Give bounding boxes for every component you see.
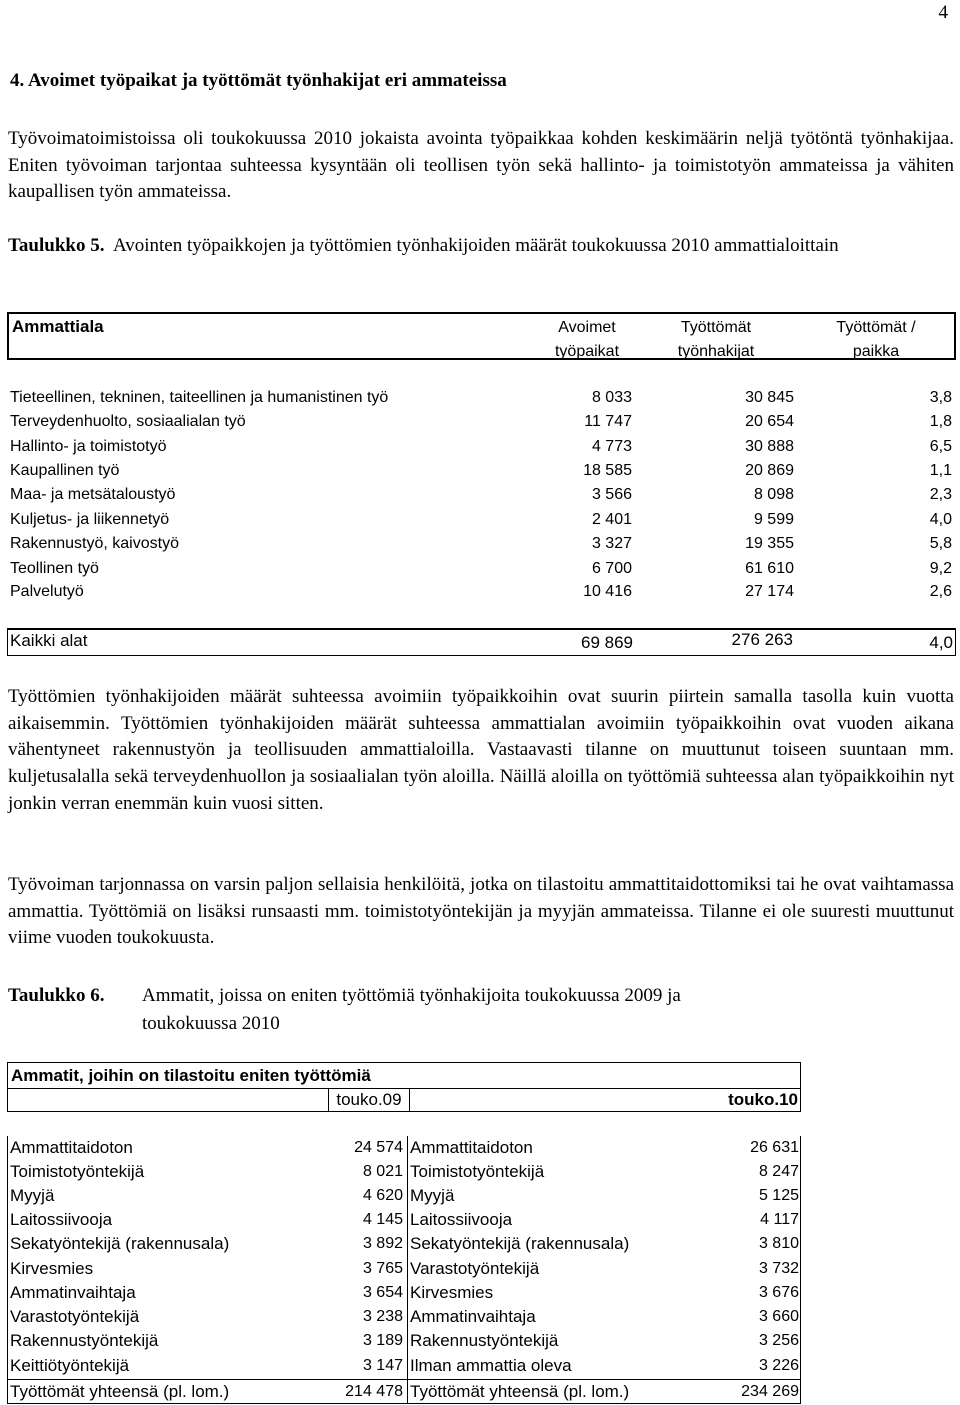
section-title: 4. Avoimet työpaikat ja työttömät työnhakijat eri ammateissa xyxy=(10,70,507,91)
table-row xyxy=(10,483,954,507)
count-2010: 3 676 xyxy=(758,1284,799,1301)
table6-caption xyxy=(8,982,681,1038)
occupation-2010: Toimistotyöntekijä xyxy=(410,1162,545,1181)
header-ratio-line2: paikka xyxy=(852,343,900,360)
occupation-2009: Toimistotyöntekijä xyxy=(10,1162,145,1181)
row-ratio: 3,8 xyxy=(929,389,952,406)
occupation-2010: Myyjä xyxy=(410,1186,455,1205)
row-unemployed: 20 654 xyxy=(745,413,794,430)
occupation-2010: Kirvesmies xyxy=(410,1283,494,1302)
analysis-paragraph: Työttömien työnhakijoiden määrät suhteessa avoimiin työpaikkoihin ovat suurin piirtein samalla tasolla kuin vuotta aikaisemmin. Työttömien työnhakijoiden määrät suhteessa ammattialan avoimiin työpaikkoihin ovat vuoden aikana vähentyneet rakennustyön ja teollisuuden ammattialoilla. Vastaavasti tilanne on muuttunut toiseen suuntaan mm. kuljetusalalla sekä terveydenhuollon ja sosiaalialan työn aloilla. Näillä aloilla on työttömiä suhteessa alan työpaikkoihin nyt jonkin verran enemmän kuin vuosi sitten. xyxy=(8,686,954,814)
row-name: Rakennustyö, kaivostyö xyxy=(10,535,179,552)
header-open-jobs-line2: työpaikat xyxy=(554,343,620,360)
row-unemployed: 20 869 xyxy=(745,462,794,479)
occupation-2009: Varastotyöntekijä xyxy=(10,1307,140,1326)
row-unemployed: 27 174 xyxy=(745,583,794,600)
row-ratio: 4,0 xyxy=(929,511,952,528)
row-open: 18 585 xyxy=(583,462,632,479)
row-open: 6 700 xyxy=(591,560,632,577)
row-ratio: 1,1 xyxy=(929,462,952,479)
count-2009: 3 189 xyxy=(362,1332,403,1349)
row-name: Hallinto- ja toimistotyö xyxy=(10,438,167,455)
table5-caption xyxy=(8,232,954,260)
table-row xyxy=(10,459,954,483)
count-2009: 3 238 xyxy=(362,1308,403,1325)
header-ratio xyxy=(821,316,931,364)
table-row xyxy=(7,1354,801,1378)
header-open-jobs-line1: Avoimet xyxy=(558,319,616,336)
occupation-2010: Laitossiivooja xyxy=(410,1210,513,1229)
table5-total-row xyxy=(7,628,956,656)
count-2010: 3 660 xyxy=(758,1308,799,1325)
occupation-2010: Ammattitaidoton xyxy=(410,1138,533,1157)
total-name: Kaikki alat xyxy=(10,631,88,650)
header-open-jobs xyxy=(537,316,637,364)
row-open: 11 747 xyxy=(584,413,632,430)
table-row xyxy=(7,1208,801,1232)
occupation-2010: Sekatyöntekijä (rakennusala) xyxy=(410,1234,630,1253)
count-2009: 4 620 xyxy=(362,1187,403,1204)
row-name: Kuljetus- ja liikennetyö xyxy=(10,511,170,528)
supply-paragraph: Työvoiman tarjonnassa on varsin paljon sellaisia henkilöitä, jotka on tilastoitu ammattitaidottomiksi tai he ovat vaihtamassa ammattia. Työttömiä on lisäksi runsaasti mm. toimistotyöntekijän ja myyjän ammateissa. Tilanne ei ole suuresti muuttunut viime vuoden toukokuusta. xyxy=(8,874,954,949)
row-ratio: 9,2 xyxy=(929,560,952,577)
row-ratio: 2,3 xyxy=(929,486,952,503)
row-open: 4 773 xyxy=(591,438,632,455)
table-row xyxy=(10,508,954,532)
header-unemployed xyxy=(661,316,771,364)
header-unemployed-line1: Työttömät xyxy=(680,319,752,336)
table-row xyxy=(10,557,954,581)
total-count-2010: 234 269 xyxy=(741,1383,799,1400)
table-row xyxy=(10,410,954,434)
occupation-2010: Ilman ammattia oleva xyxy=(410,1356,572,1375)
occupation-2010: Varastotyöntekijä xyxy=(410,1259,540,1278)
count-2010: 8 247 xyxy=(758,1163,799,1180)
total-label-2009: Työttömät yhteensä (pl. lom.) xyxy=(10,1382,230,1401)
table-row xyxy=(7,1136,801,1160)
total-ratio: 4,0 xyxy=(929,633,953,652)
count-2009: 24 574 xyxy=(354,1139,403,1156)
table5-caption-text: Avointen työpaikkojen ja työttömien työnhakijoiden määrät toukokuussa 2010 ammattialoittain xyxy=(112,235,839,256)
row-unemployed: 9 599 xyxy=(753,511,794,528)
year2-label: touko.10 xyxy=(728,1090,798,1109)
intro-paragraph: Työvoimatoimistoissa oli toukokuussa 2010 jokaista avointa työpaikkaa kohden keskimäärin neljä työtöntä työnhakijaa. Eniten työvoiman tarjontaa suhteessa kysyntään oli teollisen työn sekä hallinto- ja toimistotyön ammateissa ja vähiten kaupallisen työn ammateissa. xyxy=(8,128,954,203)
table6-caption-line1: Ammatit, joissa on eniten työttömiä työnhakijoita toukokuussa 2009 ja xyxy=(142,985,681,1006)
count-2010: 26 631 xyxy=(750,1139,799,1156)
row-unemployed: 30 845 xyxy=(745,389,794,406)
table6-caption-label: Taulukko 6. xyxy=(8,985,105,1006)
table-row xyxy=(10,532,954,556)
row-ratio: 2,6 xyxy=(929,583,952,600)
year1-label: touko.09 xyxy=(328,1089,410,1111)
page-number: 4 xyxy=(938,2,948,23)
header-category: Ammattiala xyxy=(12,317,104,336)
occupation-2009: Ammatinvaihtaja xyxy=(10,1283,136,1302)
header-unemployed-line2: työnhakijat xyxy=(677,343,755,360)
table6-total-row xyxy=(7,1379,801,1404)
table-row xyxy=(7,1329,801,1353)
row-open: 3 327 xyxy=(591,535,632,552)
row-name: Maa- ja metsätaloustyö xyxy=(10,486,176,503)
occupation-2009: Laitossiivooja xyxy=(10,1210,113,1229)
row-unemployed: 61 610 xyxy=(745,560,794,577)
table-row xyxy=(7,1305,801,1329)
table5-caption-label: Taulukko 5. xyxy=(8,235,105,256)
row-open: 8 033 xyxy=(591,389,632,406)
row-unemployed: 8 098 xyxy=(753,486,794,503)
row-unemployed: 19 355 xyxy=(745,535,794,552)
table-row xyxy=(7,1184,801,1208)
occupation-2010: Rakennustyöntekijä xyxy=(410,1331,559,1350)
count-2010: 3 256 xyxy=(758,1332,799,1349)
row-ratio: 1,8 xyxy=(929,413,952,430)
total-label-2010: Työttömät yhteensä (pl. lom.) xyxy=(410,1382,630,1401)
row-open: 2 401 xyxy=(591,511,632,528)
count-2010: 3 226 xyxy=(758,1357,799,1374)
count-2009: 3 147 xyxy=(362,1357,403,1374)
row-name: Palvelutyö xyxy=(10,583,84,600)
count-2010: 4 117 xyxy=(760,1211,799,1228)
table-row xyxy=(7,1160,801,1184)
occupation-2009: Sekatyöntekijä (rakennusala) xyxy=(10,1234,230,1253)
table6-title: Ammatit, joihin on tilastoitu eniten työttömiä xyxy=(7,1062,801,1088)
count-2009: 3 765 xyxy=(362,1260,403,1277)
count-2009: 8 021 xyxy=(362,1163,403,1180)
occupation-2010: Ammatinvaihtaja xyxy=(410,1307,536,1326)
table5-header xyxy=(7,312,956,360)
occupation-2009: Rakennustyöntekijä xyxy=(10,1331,159,1350)
table-row xyxy=(7,1257,801,1281)
row-name: Kaupallinen työ xyxy=(10,462,120,479)
row-name: Teollinen työ xyxy=(10,560,99,577)
occupation-2009: Kirvesmies xyxy=(10,1259,94,1278)
total-unemployed: 276 263 xyxy=(731,630,793,649)
count-2010: 5 125 xyxy=(758,1187,799,1204)
table-row xyxy=(10,435,954,459)
occupation-2009: Keittiötyöntekijä xyxy=(10,1356,130,1375)
row-unemployed: 30 888 xyxy=(745,438,794,455)
total-count-2009: 214 478 xyxy=(345,1383,403,1400)
table6-year-header xyxy=(7,1088,801,1112)
occupation-2009: Myyjä xyxy=(10,1186,55,1205)
row-open: 10 416 xyxy=(583,583,632,600)
table-row xyxy=(10,386,954,410)
occupation-2009: Ammattitaidoton xyxy=(10,1138,133,1157)
count-2009: 4 145 xyxy=(362,1211,403,1228)
table-row xyxy=(10,580,954,604)
row-ratio: 5,8 xyxy=(929,535,952,552)
total-open: 69 869 xyxy=(581,633,633,652)
count-2010: 3 732 xyxy=(758,1260,799,1277)
count-2009: 3 892 xyxy=(362,1235,403,1252)
row-ratio: 6,5 xyxy=(929,438,952,455)
header-ratio-line1: Työttömät / xyxy=(836,319,916,336)
table-row xyxy=(7,1232,801,1256)
count-2010: 3 810 xyxy=(758,1235,799,1252)
count-2009: 3 654 xyxy=(362,1284,403,1301)
row-open: 3 566 xyxy=(591,486,632,503)
table6-caption-line2: toukokuussa 2010 xyxy=(142,1013,280,1034)
row-name: Terveydenhuolto, sosiaalialan työ xyxy=(10,413,246,430)
row-name: Tieteellinen, tekninen, taiteellinen ja humanistinen työ xyxy=(10,389,389,406)
table-row xyxy=(7,1281,801,1305)
